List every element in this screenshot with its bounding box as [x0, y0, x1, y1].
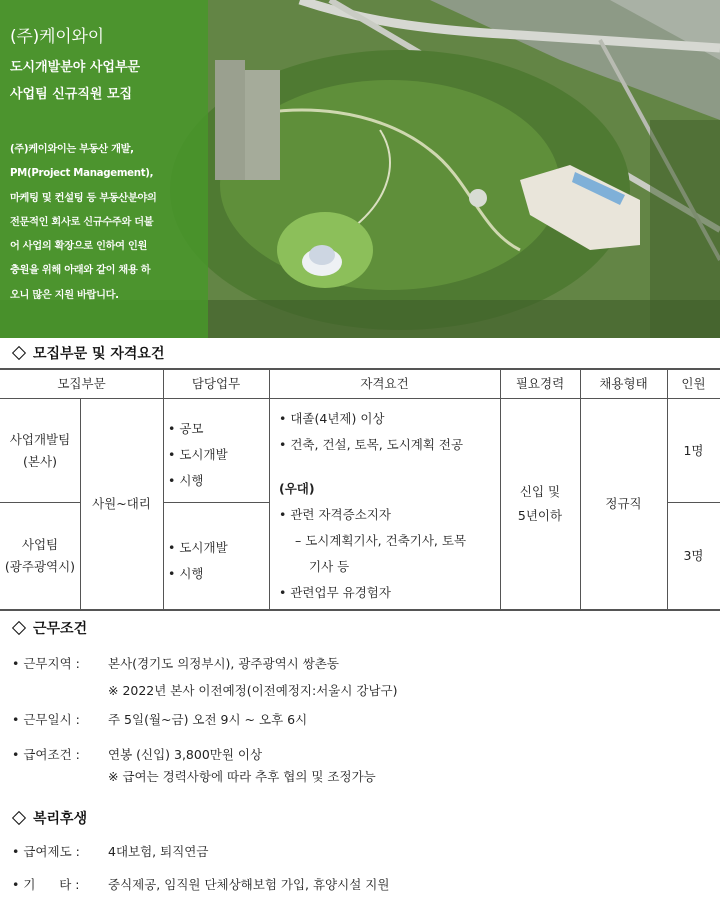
preferred-title: (우대) [279, 481, 315, 496]
experience-cell: 신입 및 5년이하 [517, 484, 563, 523]
intro-line: (주)케이와이는 부동산 개발, [10, 144, 134, 155]
list-item: • 도시개발 [168, 540, 228, 555]
diamond-icon [12, 621, 26, 635]
headcount-gwangju: 3명 [683, 548, 704, 563]
dept-cell-hq: 사업개발팀 (본사) [9, 431, 71, 469]
welfare-system-value: 4대보험, 퇴직연금 [108, 844, 209, 859]
rank-cell: 사원~대리 [92, 496, 151, 511]
qualifications-list [279, 406, 466, 606]
duties-list-hq [168, 416, 228, 494]
list-item: • 시행 [168, 566, 204, 581]
list-item: • 관련 자격증소지자 [279, 507, 391, 522]
welfare-system-row [12, 838, 208, 865]
salary-row [12, 744, 376, 788]
intro-line: 전문적인 회사로 신규수주와 더불 [10, 216, 154, 228]
header-qualifications: 자격요건 [360, 375, 409, 391]
hero-text [10, 26, 206, 308]
welfare-other-label: • 기 타 : [12, 877, 80, 892]
headcount-hq: 1명 [683, 442, 704, 458]
salary-note: ※ 급여는 경력사항에 따라 추후 협의 및 조정가능 [108, 769, 376, 784]
welfare-system-label: • 급여제도 : [12, 844, 80, 859]
list-item: • 공모 [168, 421, 204, 436]
hero-subtitle: 도시개발분야 사업부문 [10, 60, 141, 75]
header-experience: 필요경력 [515, 375, 565, 391]
work-location-label: • 근무지역 : [12, 656, 80, 671]
welfare-other-value: 중식제공, 임직원 단체상해보험 가입, 휴양시설 지원 [108, 877, 390, 892]
header-employment: 채용형태 [599, 375, 648, 391]
intro-line: 어 사업의 확장으로 인하여 인원 [10, 241, 148, 253]
list-item: • 건축, 건설, 토목, 도시계획 전공 [279, 437, 464, 452]
recruit-table [0, 368, 720, 610]
company-name: (주)케이와이 [10, 27, 104, 47]
hero-subtitle: 사업팀 신규직원 모집 [10, 87, 133, 102]
diamond-icon [12, 811, 26, 825]
intro-paragraph [10, 138, 206, 308]
list-item: • 관련업무 유경험자 [279, 585, 391, 600]
recruit-section-title: 모집부문 및 자격요건 [12, 343, 164, 363]
list-item: – 도시계획기사, 건축기사, 토목 [295, 533, 467, 548]
intro-line: 마케팅 및 컨설팅 등 부동산분야의 [10, 192, 157, 204]
list-item: • 대졸(4년제) 이상 [279, 411, 385, 426]
hero-banner [0, 0, 720, 338]
work-hours-label: • 근무일시 : [12, 712, 80, 727]
welfare-other-row [12, 871, 389, 898]
diamond-icon [12, 346, 26, 360]
dept-cell-gwangju: 사업팀 (광주광역시) [4, 537, 76, 574]
header-dept: 모집부문 [57, 375, 106, 391]
work-location-value: 본사(경기도 의정부시), 광주광역시 쌍촌동 [108, 656, 339, 671]
salary-label: • 급여조건 : [12, 747, 80, 762]
work-location-row [12, 650, 398, 704]
work-hours-row [12, 706, 307, 733]
header-duties: 담당업무 [191, 375, 241, 391]
intro-line: PM(Project Management), [10, 168, 154, 180]
work-section-title: 근무조건 [12, 618, 87, 638]
list-item: • 도시개발 [168, 447, 228, 462]
salary-value: 연봉 (신입) 3,800만원 이상 [108, 747, 263, 762]
header-headcount: 인원 [681, 375, 706, 391]
work-location-note: ※ 2022년 본사 이전예정(이전예정지:서울시 강남구) [108, 683, 398, 698]
employment-cell: 정규직 [605, 496, 642, 511]
list-item: • 시행 [168, 473, 204, 488]
work-hours-value: 주 5일(월~금) 오전 9시 ~ 오후 6시 [108, 712, 308, 727]
list-item: 기사 등 [309, 559, 350, 574]
intro-line: 오니 많은 지원 바랍니다. [10, 289, 119, 301]
duties-list-gwangju [168, 535, 228, 587]
intro-line: 충원을 위해 아래와 같이 채용 하 [10, 265, 151, 277]
welfare-section-title: 복리후생 [12, 808, 87, 828]
